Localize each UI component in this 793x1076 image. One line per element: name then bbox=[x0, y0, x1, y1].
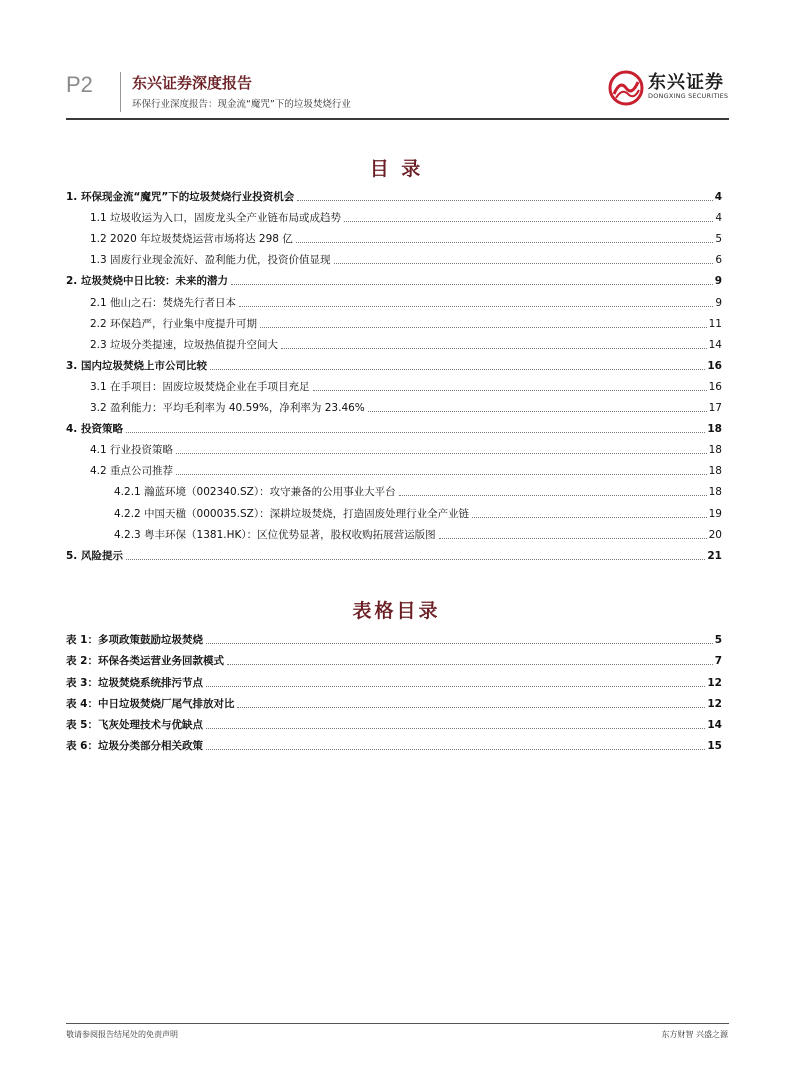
table-list-entry[interactable]: 表 6：垃圾分类部分相关政策 15 bbox=[66, 740, 722, 753]
footer-slogan: 东方财智 兴盛之源 bbox=[661, 1030, 728, 1039]
toc-entry[interactable]: 4.2.2 中国天楹（000035.SZ）：深耕垃圾焚烧，打造固废处理行业全产业链 19 bbox=[114, 507, 722, 520]
toc-entry[interactable]: 4.1 行业投资策略 18 bbox=[90, 444, 722, 457]
report-series-title: 东兴证券深度报告 bbox=[132, 74, 253, 92]
toc-entry[interactable]: 2. 垃圾焚烧中日比较：未来的潜力 9 bbox=[66, 275, 722, 288]
toc-entry[interactable]: 1.3 固废行业现金流好、盈利能力优，投资价值显现 6 bbox=[90, 254, 722, 267]
toc-entry[interactable]: 3. 国内垃圾焚烧上市公司比较 16 bbox=[66, 359, 722, 372]
toc-title: 目 录 bbox=[369, 158, 424, 180]
company-logo bbox=[608, 68, 734, 108]
dongxing-logo-icon bbox=[608, 70, 644, 106]
footer-disclaimer: 敬请参阅报告结尾处的免责声明 bbox=[66, 1030, 178, 1039]
table-list bbox=[66, 626, 722, 753]
table-list-entry[interactable]: 表 3：垃圾焚烧系统排污节点 12 bbox=[66, 676, 722, 689]
toc-entry[interactable]: 1. 环保现金流“魔咒”下的垃圾焚烧行业投资机会 4 bbox=[66, 191, 722, 204]
toc-entry[interactable]: 4.2.1 瀚蓝环境（002340.SZ）：攻守兼备的公用事业大平台 18 bbox=[114, 486, 722, 499]
toc-entry[interactable]: 3.2 盈利能力：平均毛利率为 40.59%，净利率为 23.46% 17 bbox=[90, 402, 722, 415]
logo-english-name: DONGXING SECURITIES bbox=[648, 92, 729, 100]
header-divider bbox=[120, 72, 121, 112]
toc-entry[interactable]: 4.2 重点公司推荐 18 bbox=[90, 465, 722, 478]
table-list-entry[interactable]: 表 5：飞灰处理技术与优缺点 14 bbox=[66, 718, 722, 731]
toc-entry[interactable]: 1.2 2020 年垃圾焚烧运营市场将达 298 亿 5 bbox=[90, 233, 722, 246]
toc-entry[interactable]: 4. 投资策略 18 bbox=[66, 423, 722, 436]
table-list-entry[interactable]: 表 2：环保各类运营业务回款模式 7 bbox=[66, 655, 722, 668]
tables-toc-title: 表格目录 bbox=[352, 600, 441, 622]
toc-entry[interactable]: 2.1 他山之石：焚烧先行者日本 9 bbox=[90, 296, 722, 309]
toc-entry[interactable]: 1.1 垃圾收运为入口，固废龙头全产业链布局或成趋势 4 bbox=[90, 212, 722, 225]
logo-chinese-name: 东兴证券 bbox=[648, 72, 724, 93]
footer-rule bbox=[66, 1023, 729, 1024]
table-list-entry[interactable]: 表 4：中日垃圾焚烧厂尾气排放对比 12 bbox=[66, 697, 722, 710]
toc-entry[interactable]: 2.3 垃圾分类提速，垃圾热值提升空间大 14 bbox=[90, 338, 722, 351]
toc-entry[interactable]: 5. 风险提示 21 bbox=[66, 549, 722, 562]
toc-entry[interactable]: 2.2 环保趋严，行业集中度提升可期 11 bbox=[90, 317, 722, 330]
page-number: P2 bbox=[66, 72, 93, 97]
table-of-contents bbox=[66, 183, 722, 563]
table-list-entry[interactable]: 表 1：多项政策鼓励垃圾焚烧 5 bbox=[66, 634, 722, 647]
toc-entry[interactable]: 4.2.3 粤丰环保（1381.HK）：区位优势显著，股权收购拓展营运版图 20 bbox=[114, 528, 722, 541]
header-rule bbox=[66, 118, 729, 120]
page-header bbox=[0, 0, 793, 125]
toc-entry[interactable]: 3.1 在手项目：固废垃圾焚烧企业在手项目充足 16 bbox=[90, 380, 722, 393]
report-subtitle: 环保行业深度报告：现金流“魔咒”下的垃圾焚烧行业 bbox=[132, 99, 351, 110]
